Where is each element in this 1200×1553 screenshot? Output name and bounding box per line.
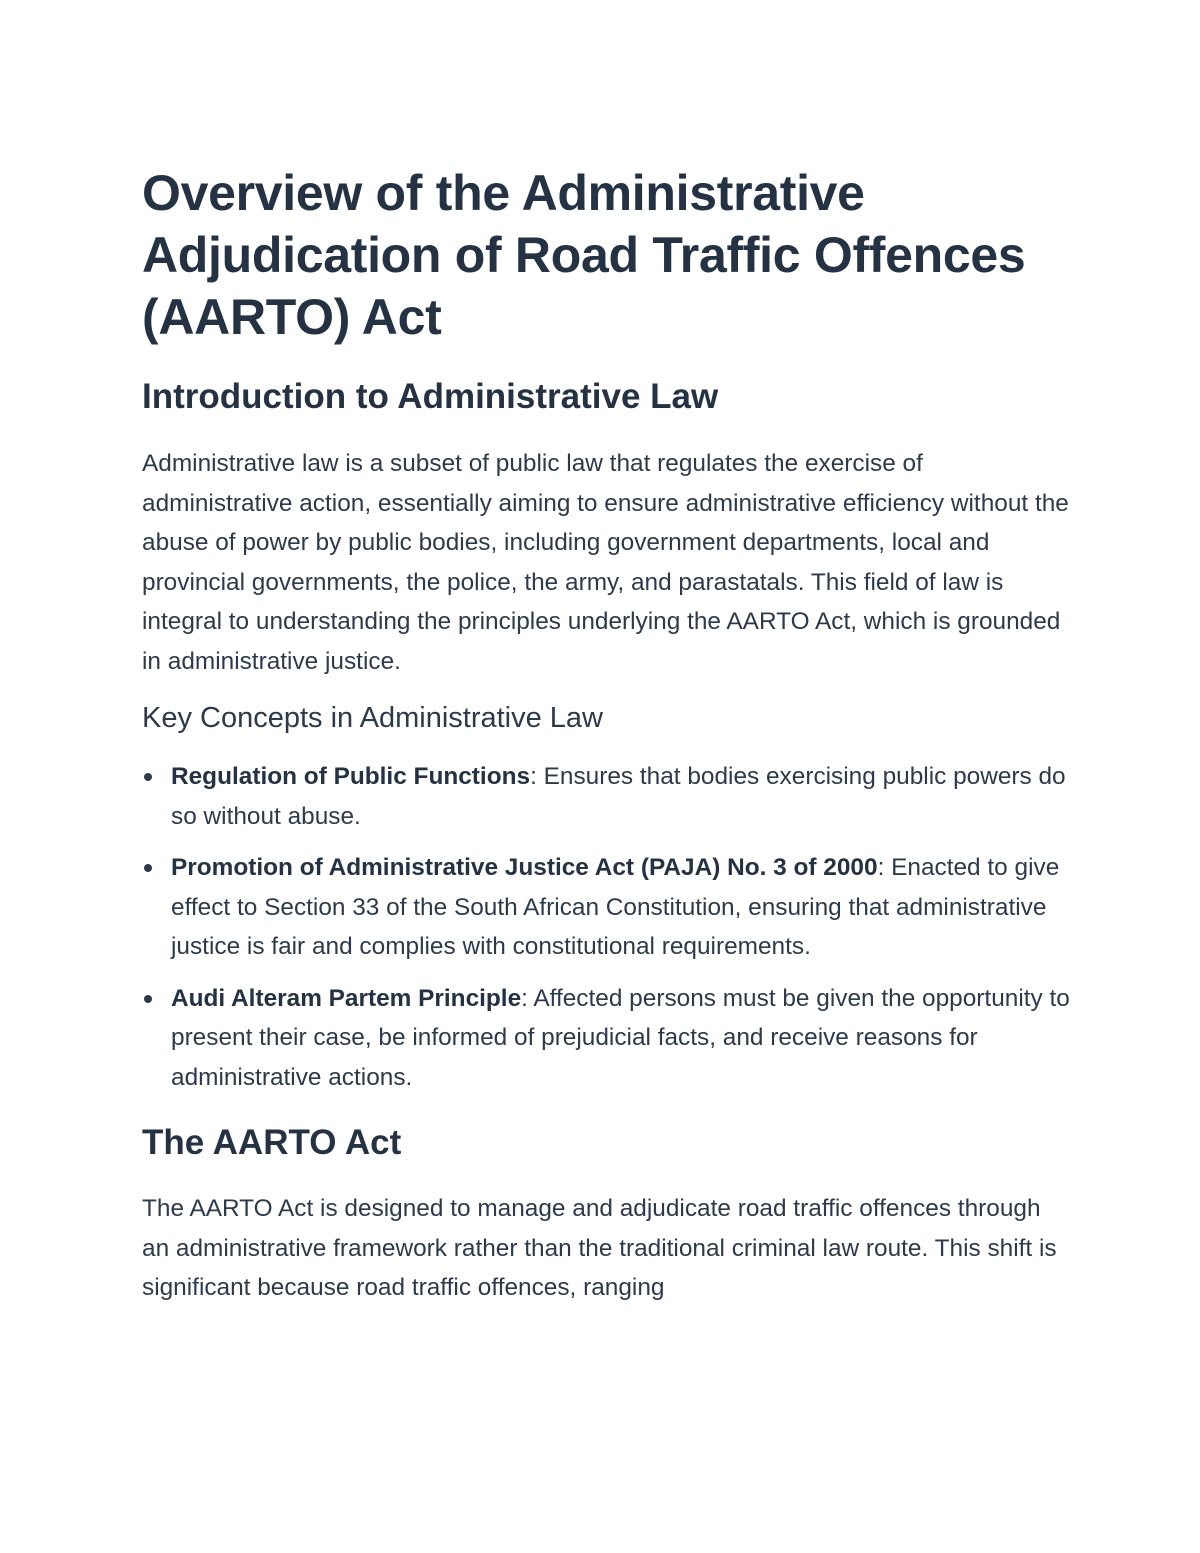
- list-item: [142, 757, 1072, 836]
- bullet-term: Audi Alteram Partem Principle: [171, 984, 522, 1012]
- bullet-term: Regulation of Public Functions: [171, 763, 531, 790]
- document-title: Overview of the Administrative Adjudication of Road Traffic Offences (AARTO) Act: [142, 165, 1026, 345]
- bullet-term: Promotion of Administrative Justice Act (PAJA) No. 3 of 2000: [171, 854, 878, 881]
- subheading-key-concepts: Key Concepts in Administrative Law: [142, 702, 603, 734]
- key-concepts-list: [142, 757, 1072, 1097]
- bullet-text: : Enacted to give effect to Section 33 of the South African Constitution, ensuring that administrative justice is fair and complies with constitutional requirements.: [171, 854, 1060, 960]
- paragraph-administrative-law: Administrative law is a subset of public law that regulates the exercise of administrative action, essentially aiming to ensure administrative efficiency without the abuse of power by public bodies, including government departments, local and provincial governments, the police, the army, and parastatals. This field of law is integral to understanding the principles underlying the AARTO Act, which is grounded in administrative justice.: [142, 450, 1069, 675]
- bullet-icon: [144, 773, 152, 781]
- list-item: [142, 979, 1072, 1098]
- document-page: [142, 162, 1072, 1308]
- bullet-text: : Ensures that bodies exercising public powers do so without abuse.: [171, 763, 1066, 830]
- section-heading-administrative-law: Introduction to Administrative Law: [142, 377, 719, 416]
- bullet-icon: [144, 864, 152, 872]
- paragraph-aarto-act: The AARTO Act is designed to manage and adjudicate road traffic offences through an administrative framework rather than the traditional criminal law route. This shift is significant because road traffic offences, ranging: [142, 1195, 1057, 1301]
- section-heading-aarto-act: The AARTO Act: [142, 1123, 402, 1162]
- bullet-icon: [144, 995, 152, 1003]
- list-item: [142, 848, 1072, 967]
- bullet-text: : Affected persons must be given the opportunity to present their case, be informed of prejudicial facts, and receive reasons for administrative actions.: [171, 984, 1070, 1091]
